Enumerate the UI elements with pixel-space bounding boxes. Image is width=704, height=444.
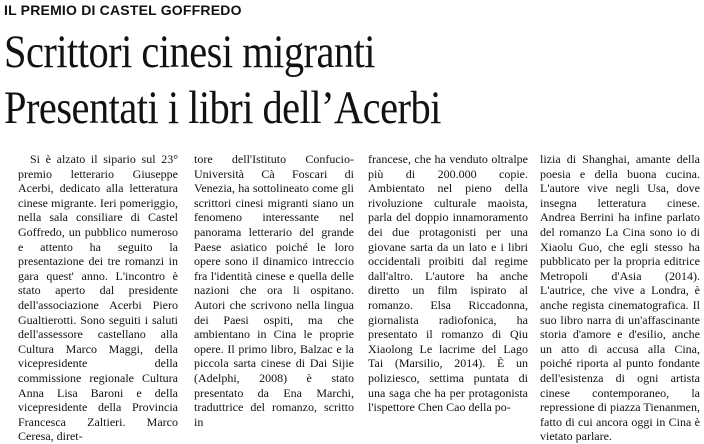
- headline-line-2: Presentati i libri dell’Acerbi: [4, 82, 441, 134]
- column-text: tore dell'Istituto Confucio-Università Cà Foscari di Venezia, ha sottolineato come gli scrittori cinesi migranti siano un fenomeno interessante nel panorama letterario del grande Paese asiatico poiché le loro opere sono il dinamico intreccio fra l'identità cinese e quella delle nazioni che ora li ospitano. Autori che scrivono nella lingua dei Paesi ospiti, ma che ambientano in Cina le proprie opere. Il primo libro, Balzac e la piccola sarta cinese di Dai Sijie (Adelphi, 2008) è stato presentato da Ena Marchi, traduttrice del romanzo, scritto in: [194, 152, 354, 429]
- article-column-3: [368, 152, 528, 415]
- article-column-4: [540, 152, 700, 444]
- article-column-2: [194, 152, 354, 429]
- article-body: [4, 152, 700, 444]
- column-text: francese, che ha venduto oltralpe più di 200.000 copie. Ambientato nel pieno della rivoluzione culturale maoista, parla del doppio innamoramento dei due protagonisti per una giovane sarta da un lato e i libri occidentali proibiti dal regime dall'altro. L'autore ha anche diretto un film ispirato al romanzo. Elsa Riccadonna, giornalista radiofonica, ha presentato il romanzo di Qiu Xiaolong Le lacrime del Lago Tai (Marsilio, 2014). È un poliziesco, settima puntata di una saga che ha per protagonista l'ispettore Chen Cao della po-: [368, 152, 528, 415]
- article-kicker: IL PREMIO DI CASTEL GOFFREDO: [4, 2, 242, 18]
- column-text: Si è alzato il sipario sul 23° premio letterario Giuseppe Acerbi, dedicato alla letteratura cinese migrante. Ieri pomeriggio, nella sala consiliare di Castel Goffredo, un pubblico numeroso e attento ha seguito la presentazione dei tre romanzi in gara quest' anno. L'incontro è stato aperto dal presidente dell'associazione Acerbi Piero Gualtierotti. Sono seguiti i saluti dell'assessore castellano alla Cultura Marco Maggi, della vicepresidente della commissione regionale Cultura Anna Lisa Baroni e della vicepresidente della Provincia Francesca Zaltieri. Marco Ceresa, diret-: [18, 152, 178, 444]
- column-text: lizia di Shanghai, amante della poesia e della buona cucina. L'autore vive negli Usa, dove insegna letteratura cinese. Andrea Berrini ha infine parlato del romanzo La Cina sono io di Xiaolu Guo, che egli stesso ha pubblicato per la propria editrice Metropoli d'Asia (2014). L'autrice, che vive a Londra, è anche regista cinematografica. Il suo libro narra di un'affascinante storia d'amore e d'esilio, anche un atto di accusa alla Cina, poiché riporta al punto fondante dell'esistenza di ogni artista cinese contemporaneo, la repressione di piazza Tienanmen, fatto di cui ancora oggi in Cina è vietato parlare.: [540, 152, 700, 444]
- headline-line-1: Scrittori cinesi migranti: [4, 26, 376, 78]
- article-column-1: [18, 152, 178, 444]
